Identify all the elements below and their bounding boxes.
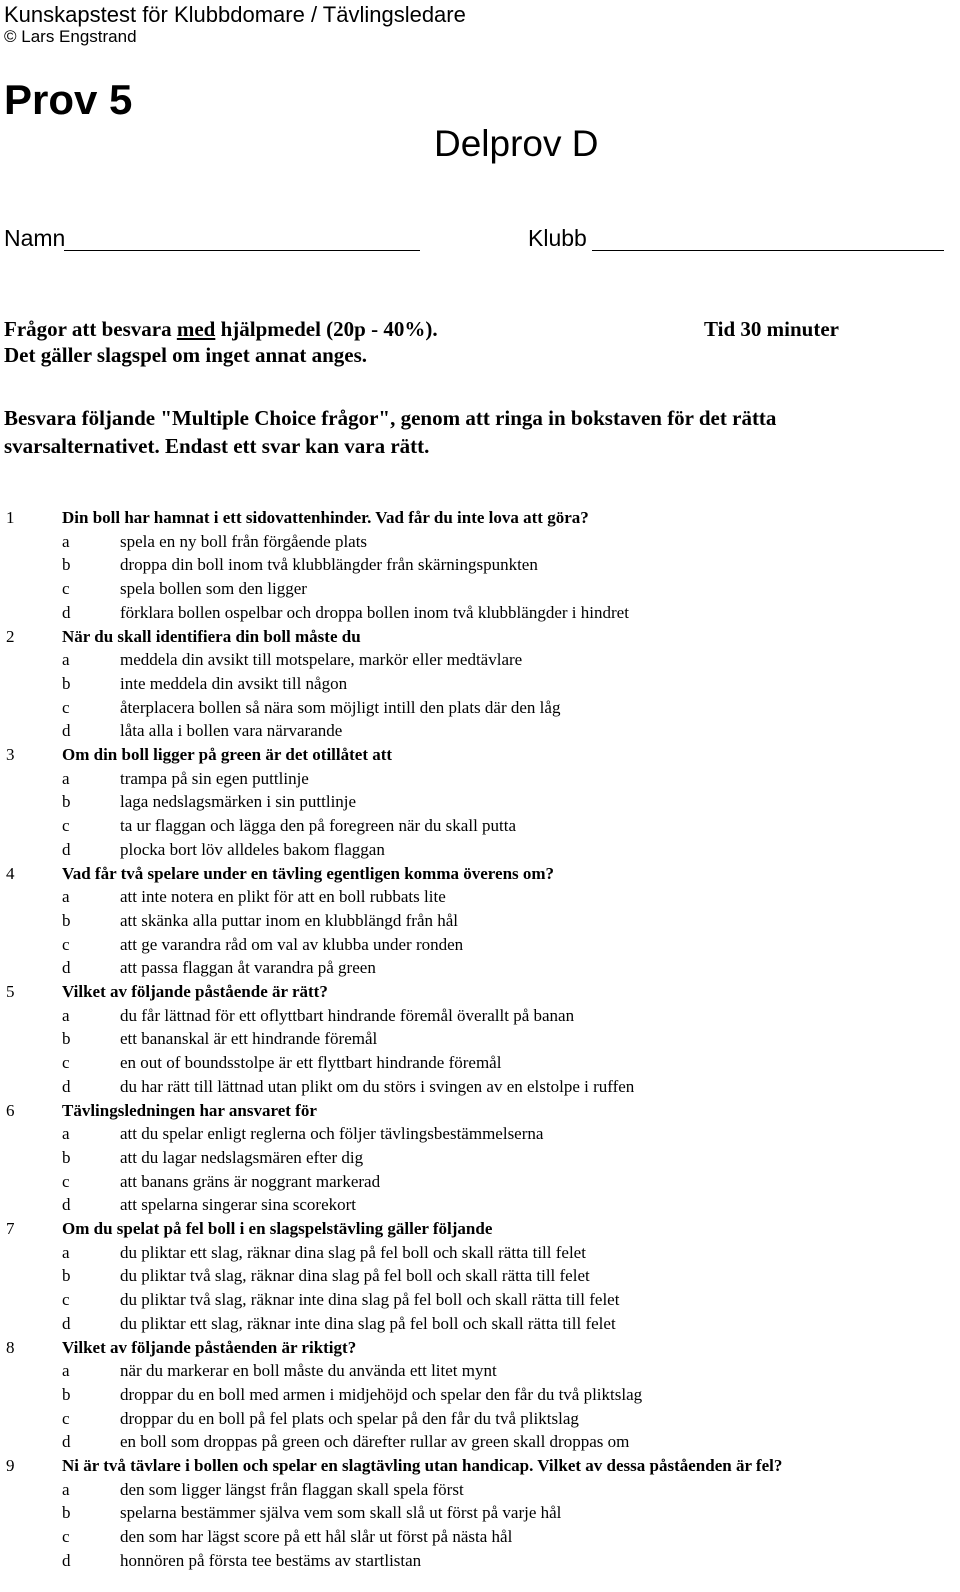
option-text: du pliktar två slag, räknar inte dina slag på fel boll och skall rätta till felet <box>120 1290 620 1310</box>
name-label: Namn <box>4 225 66 251</box>
option-letter[interactable]: b <box>62 910 71 930</box>
option-letter[interactable]: c <box>62 579 70 599</box>
option-text: att du spelar enligt reglerna och följer tävlingsbestämmelserna <box>120 1124 544 1144</box>
option-letter[interactable]: a <box>62 1479 70 1499</box>
name-field[interactable] <box>64 250 420 251</box>
question-number: 6 <box>6 1100 15 1120</box>
option-letter[interactable]: b <box>62 555 71 575</box>
option-letter[interactable]: a <box>62 531 70 551</box>
question-text: När du skall identifiera din boll måste du <box>62 626 361 646</box>
option-letter[interactable]: a <box>62 768 70 788</box>
option-text: spela bollen som den ligger <box>120 579 307 599</box>
option-text: återplacera bollen så nära som möjligt intill den plats där den låg <box>120 697 561 717</box>
option-text: en boll som droppas på green och därefter rullar av green skall droppas om <box>120 1432 630 1452</box>
instruction-paragraph-line-1: Besvara följande "Multiple Choice frågor", genom att ringa in bokstaven för det rätta <box>4 406 777 430</box>
option-text: låta alla i bollen vara närvarande <box>120 721 343 741</box>
question-number: 3 <box>6 745 15 764</box>
option-letter[interactable]: d <box>62 602 71 622</box>
option-text: ett bananskal är ett hindrande föremål <box>120 1029 378 1049</box>
option-letter[interactable]: a <box>62 1361 70 1381</box>
option-letter[interactable]: c <box>62 934 70 954</box>
option-letter[interactable]: b <box>62 1147 71 1167</box>
option-text: droppar du en boll med armen i midjehöjd och spelar den får du två pliktslag <box>120 1384 643 1404</box>
question-text: Vilket av följande påståenden är riktigt? <box>62 1337 357 1357</box>
option-text: den som har lägst score på ett hål slår ut först på nästa hål <box>120 1527 513 1547</box>
option-text: att ge varandra råd om val av klubba under ronden <box>120 934 464 954</box>
question-number: 1 <box>6 508 15 527</box>
copyright-line: © Lars Engstrand <box>4 27 137 46</box>
instruction-line-1: Frågor att besvara med hjälpmedel (20p - 40%). <box>4 317 438 341</box>
option-text: honnören på första tee bestäms av startlistan <box>120 1550 422 1570</box>
option-letter[interactable]: d <box>62 958 71 978</box>
option-letter[interactable]: c <box>62 1290 70 1310</box>
option-letter[interactable]: b <box>62 1503 71 1523</box>
question-text: Din boll har hamnat i ett sidovattenhinder. Vad får du inte lova att göra? <box>62 508 589 527</box>
club-field[interactable] <box>592 250 944 251</box>
question-number: 2 <box>6 626 15 646</box>
option-text: laga nedslagsmärken i sin puttlinje <box>120 792 357 812</box>
option-letter[interactable]: d <box>62 1550 71 1570</box>
option-text: att banans gräns är noggrant markerad <box>120 1171 381 1191</box>
option-text: ta ur flaggan och lägga den på foregreen när du skall putta <box>120 816 517 836</box>
question-text: Vilket av följande påstående är rätt? <box>62 982 328 1001</box>
option-letter[interactable]: d <box>62 1195 71 1215</box>
option-text: plocka bort löv alldeles bakom flaggan <box>120 839 385 859</box>
question-number: 7 <box>6 1219 15 1238</box>
option-text: meddela din avsikt till motspelare, markör eller medtävlare <box>120 650 523 670</box>
option-text: när du markerar en boll måste du använda ett litet mynt <box>120 1361 497 1381</box>
option-letter[interactable]: c <box>62 697 70 717</box>
question-text: Ni är två tävlare i bollen och spelar en slagtävling utan handicap. Vilket av dessa påståenden är fel? <box>62 1456 783 1475</box>
option-letter[interactable]: c <box>62 816 70 836</box>
question-number: 4 <box>6 863 15 883</box>
option-text: du har rätt till lättnad utan plikt om du störs i svingen av en elstolpe i ruffen <box>120 1076 635 1096</box>
option-letter[interactable]: d <box>62 839 71 859</box>
option-text: att inte notera en plikt för att en boll rubbats lite <box>120 887 446 907</box>
option-letter[interactable]: a <box>62 1242 70 1262</box>
option-letter[interactable]: a <box>62 650 70 670</box>
option-letter[interactable]: b <box>62 792 71 812</box>
option-letter[interactable]: c <box>62 1171 70 1191</box>
option-letter[interactable]: d <box>62 1432 71 1452</box>
option-letter[interactable]: a <box>62 1124 70 1144</box>
option-text: droppar du en boll på fel plats och spelar på den får du två pliktslag <box>120 1408 579 1428</box>
option-letter[interactable]: b <box>62 1266 71 1286</box>
instruction-line-2: Det gäller slagspel om inget annat anges. <box>4 343 368 367</box>
question-text: Vad får två spelare under en tävling egentligen komma överens om? <box>62 863 555 883</box>
option-text: spela en ny boll från förgående plats <box>120 531 368 551</box>
question-text: Om din boll ligger på green är det otillåtet att <box>62 745 393 764</box>
time-limit: Tid 30 minuter <box>704 317 839 341</box>
option-letter[interactable]: b <box>62 673 71 693</box>
option-text: den som ligger längst från flaggan skall spela först <box>120 1479 464 1499</box>
question-number: 8 <box>6 1337 15 1357</box>
option-letter[interactable]: d <box>62 721 71 741</box>
instruction-paragraph-line-2: svarsalternativet. Endast ett svar kan vara rätt. <box>4 434 430 458</box>
option-letter[interactable]: c <box>62 1527 70 1547</box>
option-text: att spelarna singerar sina scorekort <box>120 1195 357 1215</box>
option-text: du pliktar ett slag, räknar inte dina slag på fel boll och skall rätta till felet <box>120 1313 616 1333</box>
option-text: du får lättnad för ett oflyttbart hindrande föremål överallt på banan <box>120 1005 575 1025</box>
option-text: att du lagar nedslagsmären efter dig <box>120 1147 364 1167</box>
question-number: 5 <box>6 982 15 1001</box>
option-letter[interactable]: c <box>62 1408 70 1428</box>
option-text: trampa på sin egen puttlinje <box>120 768 309 788</box>
option-text: att passa flaggan åt varandra på green <box>120 958 376 978</box>
exam-number: Prov 5 <box>4 76 133 123</box>
document-title: Kunskapstest för Klubbdomare / Tävlingsledare <box>4 2 466 27</box>
option-text: att skänka alla puttar inom en klubblängd från hål <box>120 910 459 930</box>
club-label: Klubb <box>528 225 587 251</box>
option-text: inte meddela din avsikt till någon <box>120 673 348 693</box>
option-letter[interactable]: a <box>62 1005 70 1025</box>
option-letter[interactable]: c <box>62 1053 70 1073</box>
option-text: du pliktar ett slag, räknar dina slag på fel boll och skall rätta till felet <box>120 1242 586 1262</box>
option-letter[interactable]: b <box>62 1029 71 1049</box>
option-letter[interactable]: d <box>62 1076 71 1096</box>
option-text: förklara bollen ospelbar och droppa bollen inom två klubblängder i hindret <box>120 602 629 622</box>
option-letter[interactable]: a <box>62 887 70 907</box>
question-number: 9 <box>6 1456 15 1475</box>
option-text: du pliktar två slag, räknar dina slag på fel boll och skall rätta till felet <box>120 1266 590 1286</box>
question-text: Om du spelat på fel boll i en slagspelstävling gäller följande <box>62 1219 493 1238</box>
option-text: spelarna bestämmer själva vem som skall slå ut först på varje hål <box>120 1503 562 1523</box>
option-letter[interactable]: b <box>62 1384 71 1404</box>
option-text: en out of boundsstolpe är ett flyttbart hindrande föremål <box>120 1053 502 1073</box>
question-text: Tävlingsledningen har ansvaret för <box>62 1100 317 1120</box>
option-letter[interactable]: d <box>62 1313 71 1333</box>
exam-part: Delprov D <box>434 123 599 164</box>
option-text: droppa din boll inom två klubblängder från skärningspunkten <box>120 555 538 575</box>
